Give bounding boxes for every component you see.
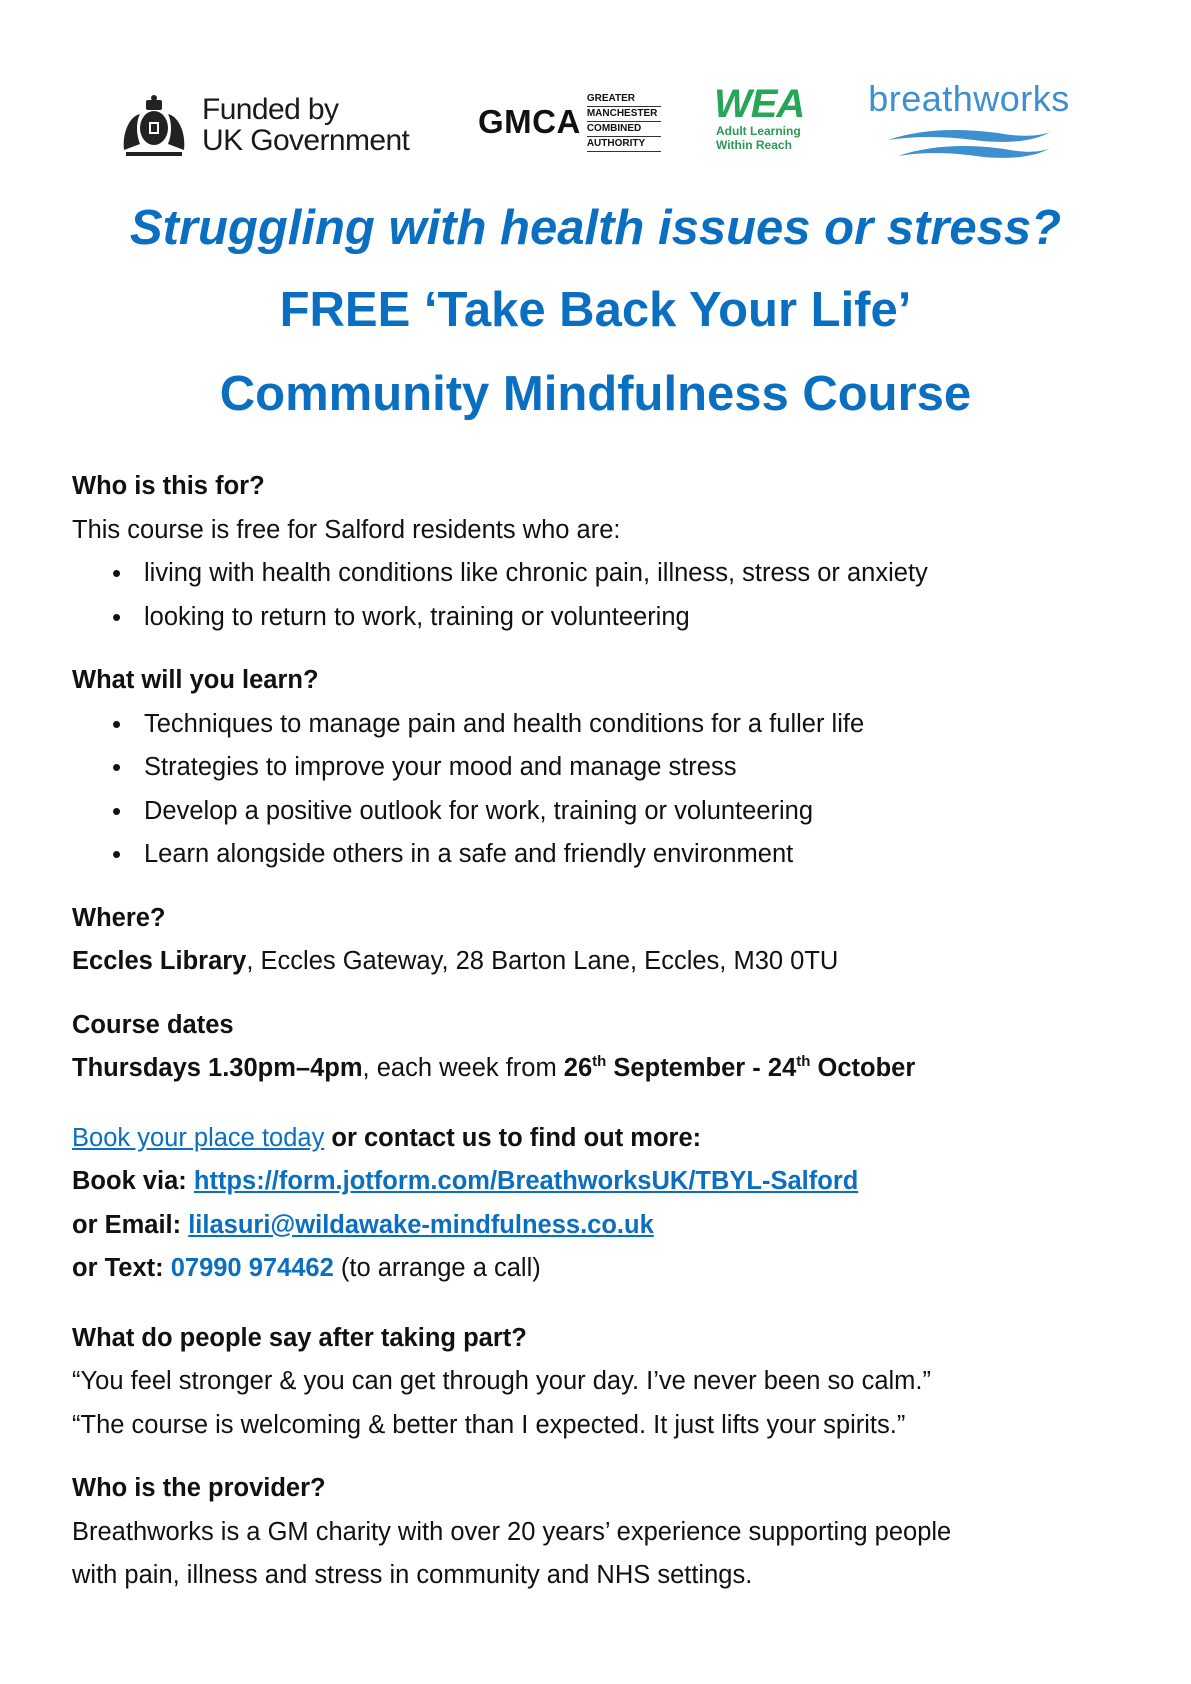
- royal-crest-icon: [116, 92, 192, 158]
- wea-tagline-1: Adult Learning: [716, 124, 801, 138]
- who-title: Who is this for?: [72, 472, 265, 500]
- gmca-logo: [478, 92, 661, 152]
- text-line: [72, 1247, 1132, 1291]
- book-place-link[interactable]: Book your place today: [72, 1123, 325, 1152]
- uk-government-logo: [116, 92, 409, 158]
- who-section: [72, 465, 1132, 639]
- list-item: • Strategies to improve your mood and manage stress: [112, 746, 1132, 790]
- gmca-line: AUTHORITY: [587, 137, 662, 152]
- waves-icon: [884, 126, 1054, 164]
- provider-section: [72, 1467, 1132, 1598]
- book-line-rest: or contact us to find out more:: [324, 1123, 702, 1152]
- wea-tagline-2: Within Reach: [716, 138, 792, 152]
- list-item: • Develop a positive outlook for work, training or volunteering: [112, 790, 1132, 834]
- learn-section: [72, 659, 1132, 877]
- booking-url-link[interactable]: https://form.jotform.com/BreathworksUK/TBYL-Salford: [193, 1167, 859, 1195]
- dates-each-week: , each week from: [362, 1054, 564, 1082]
- learn-title: What will you learn?: [72, 666, 319, 694]
- breathworks-logo: [849, 78, 1089, 164]
- venue-name: Eccles Library: [72, 947, 247, 975]
- list-item: • looking to return to work, training or volunteering: [112, 596, 1132, 640]
- gmca-wordmark: GMCA: [478, 103, 581, 140]
- testimonials-section: [72, 1317, 1132, 1448]
- book-via-line: [72, 1160, 1132, 1204]
- list-item: • living with health conditions like chronic pain, illness, stress or anxiety: [112, 552, 1132, 596]
- headline-course-type: Community Mindfulness Course: [219, 367, 972, 421]
- where-section: [72, 897, 1132, 984]
- wea-wordmark: WEA: [714, 82, 805, 126]
- text-label: or Text:: [72, 1254, 171, 1282]
- list-item: • Learn alongside others in a safe and friendly environment: [112, 833, 1132, 877]
- dates-section: [72, 1004, 1132, 1091]
- who-list: [72, 552, 1132, 639]
- wea-logo: [714, 84, 824, 152]
- contact-section: [72, 1117, 1132, 1291]
- dates-title: Course dates: [72, 1010, 234, 1039]
- text-note: (to arrange a call): [333, 1254, 541, 1282]
- gmca-subtitle: [587, 92, 662, 152]
- provider-text-2: with pain, illness and stress in community and NHS settings.: [72, 1561, 753, 1589]
- dates-start-suffix: th: [592, 1052, 607, 1070]
- book-line: [72, 1117, 1132, 1161]
- dates-start-month: September - 24: [606, 1054, 797, 1082]
- gmca-line: GREATER: [587, 92, 662, 107]
- gmca-line: MANCHESTER: [587, 107, 662, 122]
- email-link[interactable]: lilasuri@wildawake-mindfulness.co.uk: [188, 1210, 654, 1239]
- venue-address: , Eccles Gateway, 28 Barton Lane, Eccles, M30 0TU: [246, 947, 839, 975]
- logo-row: [116, 80, 1096, 170]
- who-intro: This course is free for Salford residents who are:: [72, 515, 621, 544]
- ukgov-line2: UK Government: [202, 124, 410, 157]
- provider-text-1: Breathworks is a GM charity with over 20 years’ experience supporting people: [72, 1517, 952, 1546]
- testimonials-title: What do people say after taking part?: [72, 1323, 527, 1352]
- dates-end-month: October: [810, 1054, 916, 1082]
- testimonial-quote: “You feel stronger & you can get through your day. I’ve never been so calm.”: [72, 1367, 931, 1395]
- dates-days: Thursdays 1.30pm–4pm: [72, 1054, 363, 1082]
- ukgov-line1: Funded by: [202, 93, 339, 126]
- dates-start-day: 26: [563, 1054, 593, 1082]
- headline-question: Struggling with health issues or stress?: [129, 201, 1062, 255]
- flyer-content: [72, 465, 1132, 1618]
- book-via-label: Book via:: [72, 1167, 194, 1195]
- dates-line: [72, 1047, 1132, 1091]
- dates-end-suffix: th: [796, 1052, 811, 1070]
- email-label: or Email:: [72, 1210, 189, 1239]
- phone-number[interactable]: 07990 974462: [170, 1254, 334, 1282]
- where-title: Where?: [72, 903, 166, 932]
- provider-title: Who is the provider?: [72, 1474, 326, 1502]
- testimonial-quote: “The course is welcoming & better than I expected. It just lifts your spirits.”: [72, 1410, 906, 1439]
- gmca-line: COMBINED: [587, 122, 662, 137]
- headline-course-name: FREE ‘Take Back Your Life’: [279, 283, 912, 337]
- breathworks-wordmark: breathworks: [868, 78, 1070, 119]
- learn-list: [72, 703, 1132, 877]
- list-item: • Techniques to manage pain and health conditions for a fuller life: [112, 703, 1132, 747]
- where-address-line: [72, 940, 1132, 984]
- email-line: [72, 1204, 1132, 1248]
